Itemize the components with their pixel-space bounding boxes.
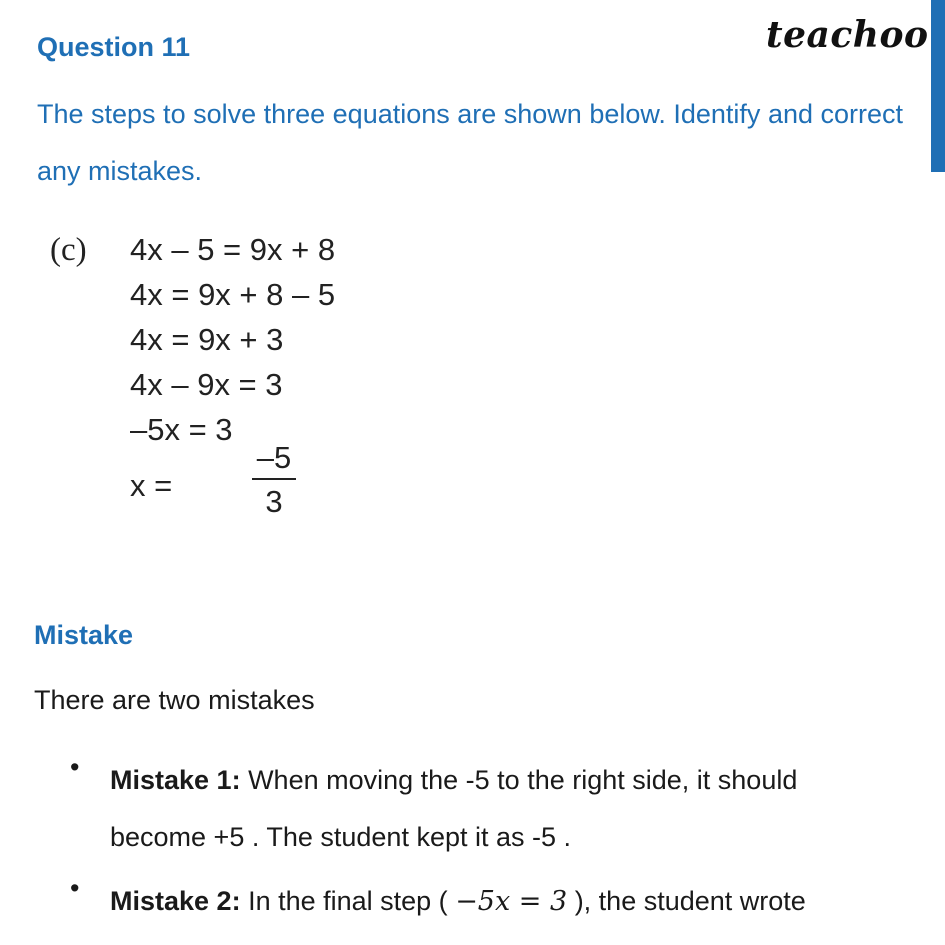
equation-line: –5x = 3	[130, 412, 233, 447]
equation-line: 4x = 9x + 3	[130, 322, 284, 357]
bullet-content: In the final step (	[240, 886, 456, 916]
fraction	[252, 440, 296, 520]
inline-math: −5x = 3	[455, 886, 568, 917]
bullet-content-tail: ), the student wrote	[567, 886, 806, 916]
equation-line: 4x – 5 = 9x + 8	[130, 232, 336, 267]
mistake-intro: There are two mistakes	[34, 685, 315, 715]
bullet-content: When moving the -5 to the right side, it should become +5 . The student kept it as -5 .	[110, 765, 798, 852]
bullet-text	[110, 873, 900, 930]
equation-line: 4x = 9x + 8 – 5	[130, 277, 336, 312]
bullet-label: Mistake 2:	[110, 886, 241, 916]
brand-logo: teachoo	[766, 14, 929, 56]
equation-line: 4x – 9x = 3	[130, 367, 283, 402]
final-lhs: x =	[130, 468, 173, 503]
bullet-icon: •	[70, 752, 80, 782]
final-equation	[130, 440, 292, 519]
part-label: (c)	[50, 232, 87, 268]
question-text: The steps to solve three equations are shown below. Identify and correct any mistakes.	[37, 99, 904, 186]
bullet-icon: •	[70, 873, 80, 903]
question-title: Question 11	[37, 32, 191, 62]
scrollbar-thumb[interactable]	[931, 0, 945, 172]
bullet-label: Mistake 1:	[110, 765, 241, 795]
scrollbar[interactable]	[931, 0, 945, 945]
fraction-bar	[252, 478, 296, 480]
fraction-numerator: –5	[256, 440, 292, 475]
fraction-denominator: 3	[265, 484, 283, 519]
mistake-heading: Mistake	[34, 620, 134, 650]
bullet-text	[110, 752, 900, 866]
